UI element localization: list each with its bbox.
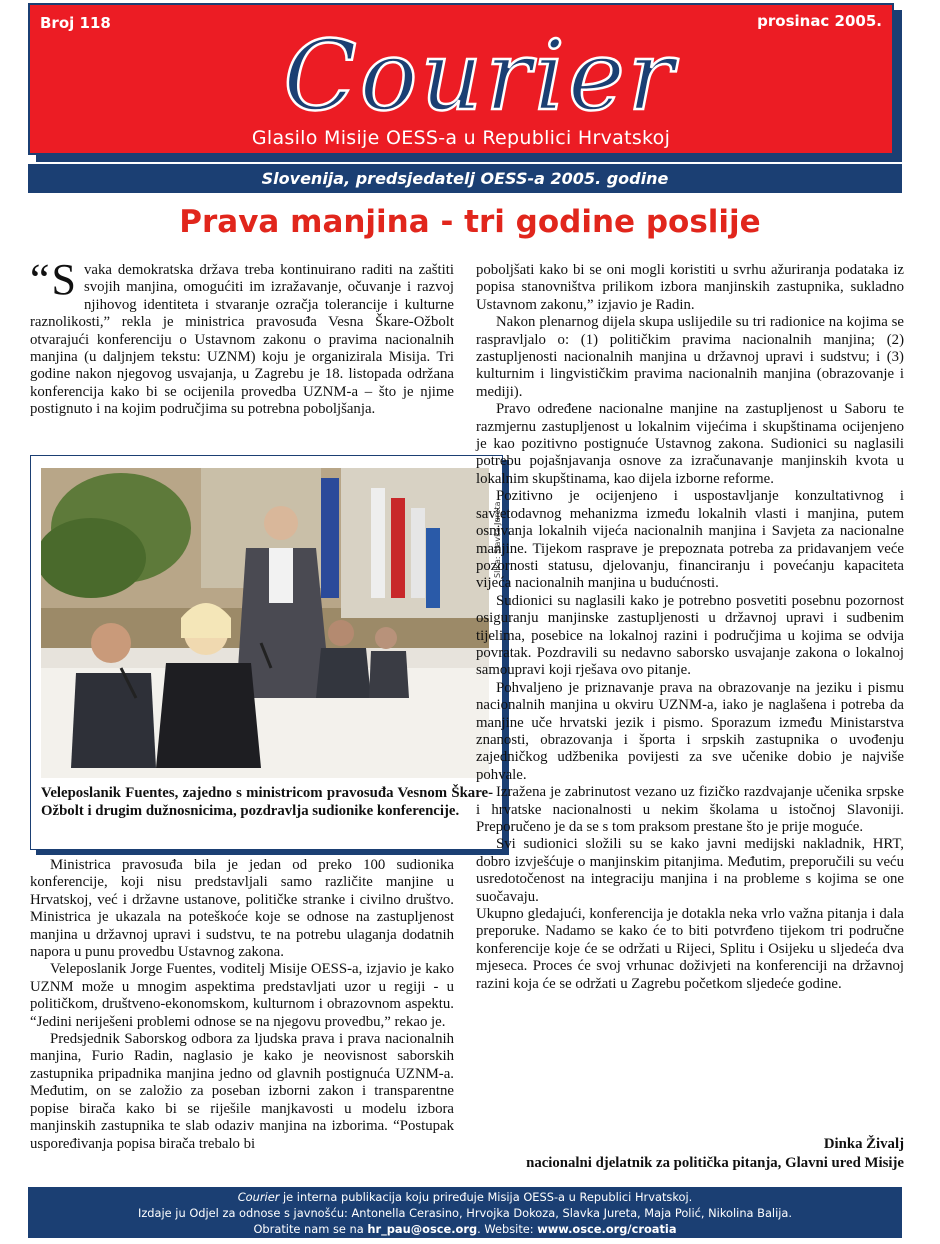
article-paragraph: Nakon plenarnog dijela skupa uslijedile su tri radionice na kojima se raspravljalo o: (1) političkim pravima nacionalnih manjina; (2) zastupljenosti nacionalnih manjina u državnoj upravi i sudstvu; i (3) kulturnim i lingvističkim pravima nacionalnih manjina (obrazovanje i mediji).: [476, 314, 904, 400]
conference-photo-illustration: [41, 468, 489, 778]
article-paragraph: Ministrica pravosuđa bila je jedan od preko 100 sudionika konferencije, koji nisu predstavljali samo različite manjine u Hrvatskoj, već i državne ustanove, političke stranke i civilno društvo. Ministrica je ukazala na poteškoće koje se odnose na zastupljenost manjina u državnoj upravi i sudstvu, te na potrebu ulaganja dodatnih napora u punu provedbu Ustavnog zakona.: [30, 857, 454, 961]
article-paragraph: Predsjednik Saborskog odbora za ljudska prava i prava nacionalnih manjina, Furio Radin, naglasio je kako je neovisnost saborskih zastupnika pripadnika manjina jedno od glavnih postignuća UZNM-a. Međutim, on se založio za poseban izborni zakon i transparentne popise birača kako bi se riješile manjkavosti u modelu izbora manjinskih zastupnika te slab odaziv manjina na izborima. “Postupak uspoređivanja popisa birača trebalo bi: [30, 1031, 454, 1152]
article-paragraph: Svi sudionici složili su se kako javni medijski nakladnik, HRT, dobro izvješćuje o manjinskim pitanjima. Međutim, preporučili su veću usredotočenost na integraciju manjina i na probleme s kojima se one suočavaju.: [476, 836, 904, 905]
footer-website-link[interactable]: www.osce.org/croatia: [537, 1222, 677, 1236]
article-left-column: [30, 857, 454, 1153]
courier-logo: [210, 27, 750, 127]
conference-photo: [41, 468, 489, 778]
article-paragraph: Pravo određene nacionalne manjine na zastupljenost u Saboru te razmjernu zastupljenost u lokalnim vijećima i skupštinama ocijenjeno je kao pozitivno postignuće Ustavnog zakona. Sudionici su naglasili potrebu pojašnjavanja osnove za izračunavanje manjinskih kvota u lokalnim skupštinama, kao dijela izborne reforme.: [476, 401, 904, 487]
photo-credit-text: Slika: Slavka Jureta: [493, 501, 502, 578]
issue-date: prosinac 2005.: [757, 12, 882, 30]
article-right-column: [476, 262, 904, 993]
article-paragraph: Veleposlanik Jorge Fuentes, voditelj Misije OESS-a, izjavio je kako UZNM može u mnogim aspektima predstavljati uzor u regiji - u političkom, društveno-ekonomskom, kulturnom i obrazovnom aspektu. “Jedini neriješeni problemi odnose se na njegovu provedbu,” rekao je.: [30, 961, 454, 1030]
dropcap-quote: “: [30, 255, 50, 304]
footer-publication-name: Courier: [237, 1190, 280, 1204]
dropcap-letter: S: [51, 255, 77, 304]
issue-number: Broj 118: [40, 14, 111, 32]
masthead-subtitle: Glasilo Misije OESS-a u Republici Hrvatskoj: [251, 127, 671, 149]
article-paragraph: Pohvaljeno je priznavanje prava na obrazovanje na jeziku i pismu nacionalnih manjina u okviru UZNM-a, iako je naglašena i potreba da manjine uče hrvatski jezik i pismo. Sporazum između Ministarstva znanosti, obrazovanja i športa i srpskih zastupnika o uvođenju zajedničkog udžbenika povijesti za sve učenike dobio je najviše pohvale.: [476, 679, 904, 783]
author-name: Dinka Živalj: [823, 1136, 904, 1152]
masthead: [28, 3, 894, 155]
lead-text: vaka demokratska država treba kontinuirano raditi na zaštiti svojih manjina, omogućiti im izražavanje, očuvanje i razvoj njihovog identiteta i stvaranje ozračja tolerancije i kulturne raznolikosti,” rekla je ministrica pravosuđa Vesna Škare-Ožbolt otvarajući konferenciju o Ustavnom zakonu o pravima nacionalnih manjina (u daljnjem tekstu: UZNM) koju je organizirala Misija. Tri godine nakon njegovog usvajanja, u Zagrebu je 18. listopada održana konferencija kako bi se ocijenila provedba UZNM-a – što je njime postignuto i na kojim područjima su potrebna poboljšanja.: [30, 262, 454, 418]
photo-frame: [30, 455, 503, 850]
author-role: nacionalni djelatnik za politička pitanja, Glavni ured Misije: [526, 1155, 904, 1171]
footer-line-3: Obratite nam se na hr_pau@osce.org. Website: www.osce.org/croatia: [253, 1222, 677, 1236]
footer-line-2: Izdaje ju Odjel za odnose s javnošću: Antonella Cerasino, Hrvojka Dokoza, Slavka Jureta, Maja Polić, Nikolina Balija.: [137, 1206, 793, 1220]
issue-banner: Slovenija, predsjedatelj OESS-a 2005. godine: [28, 164, 902, 193]
article-paragraph: Pozitivno je ocijenjeno i uspostavljanje konzultativnog i savjetodavnog mehanizma između lokalnih vlasti i manjina, putem osnivanja lokalnih vijeća nacionalnih manjina i Savjeta za nacionalne manjine. Tijekom rasprave je prepoznata potreba za pridavanjem veće pozornosti statusu, djelovanju, financiranju i povećanju kapaciteta vijeća nacionalnih manjina u budućnosti.: [476, 488, 904, 592]
footer-email-link[interactable]: hr_pau@osce.org: [367, 1222, 478, 1236]
photo-caption: Veleposlanik Fuentes, zajedno s ministricom pravosuđa Vesnom Škare-Ožbolt i drugim dužnosnicima, pozdravlja sudionike konferencije.: [41, 785, 493, 819]
logo-text: Courier: [283, 27, 677, 127]
article-paragraph: Ukupno gledajući, konferencija je dotakla neka vrlo važna pitanja i dala preporuke. Nadamo se kako će to biti potvrđeno tijekom tri područne konferencije koje će se održati u Rijeci, Splitu i Osijeku u sljedeća dva mjeseca. Proces će svoj vrhunac doživjeti na konferenciji na državnoj razini koja će se održati u Zagrebu početkom sljedeće godine.: [476, 906, 904, 992]
article-paragraph: Sudionici su naglasili kako je potrebno posvetiti posebnu pozornost osiguranju manjinske zastupljenosti u državnoj upravi i sudbenim tijelima, posebice na lokalnoj razini i područjima u kojima se odvija povratak. Pozdravili su nedavno saborsko usvajanje zakona o lokalnoj samoupravi koji rješava ovo pitanje.: [476, 592, 904, 679]
footer-line-1: Courier je interna publikacija koju priređuje Misija OESS-a u Republici Hrvatskoj.: [237, 1190, 693, 1204]
article-lead: [30, 255, 454, 419]
article-paragraph: poboljšati kako bi se oni mogli koristiti u svrhu ažuriranja podataka iz popisa stanovništva prilikom izbora manjinskih zastupnika, sukladno Ustavnom zakonu,” izjavio je Radin.: [476, 262, 904, 313]
article-headline: Prava manjina - tri godine poslije: [179, 204, 761, 240]
article-paragraph: Izražena je zabrinutost vezano uz fizičko razdvajanje učenika srpske i hrvatske nacionalnosti u nekim školama u istočnoj Slavoniji. Preporučeno je da se s tom praksom prestane što je prije moguće.: [476, 784, 904, 835]
footer: [28, 1187, 902, 1238]
